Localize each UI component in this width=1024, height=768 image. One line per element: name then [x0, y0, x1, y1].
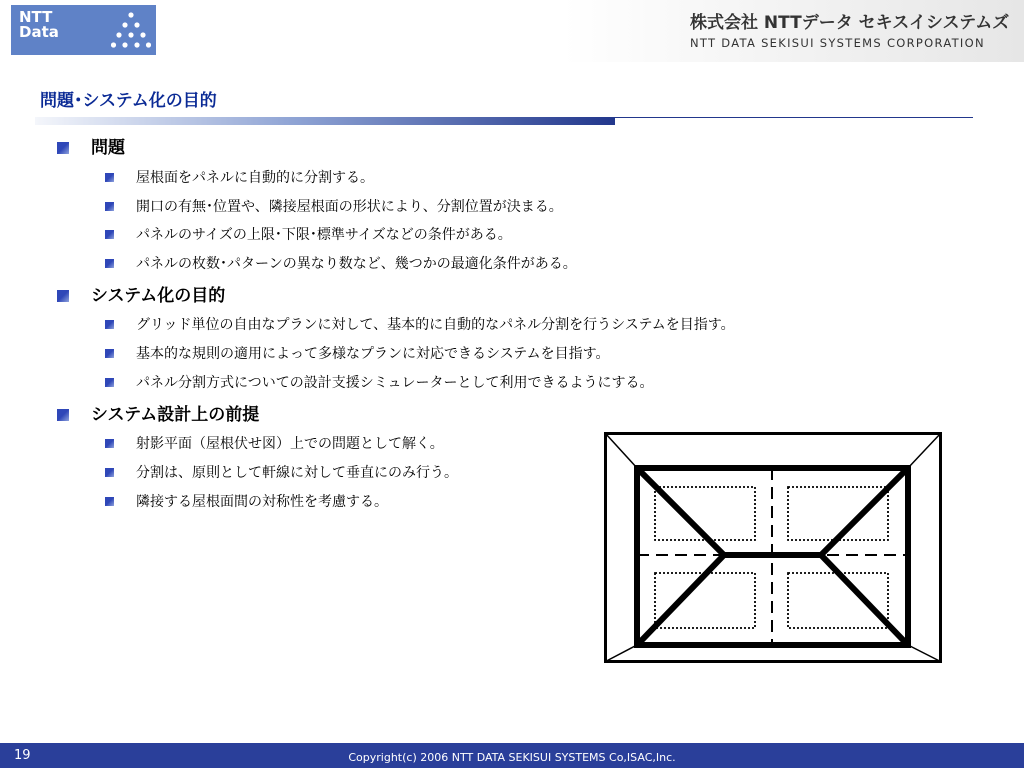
- page-title: 問題･システム化の目的: [40, 91, 217, 111]
- square-bullet-icon: [105, 349, 114, 358]
- square-bullet-icon: [105, 320, 114, 329]
- square-bullet-icon: [105, 468, 114, 477]
- square-bullet-icon: [105, 378, 114, 387]
- square-bullet-icon: [105, 259, 114, 268]
- company-name-japanese: 株式会社 NTTデータ セキスイシステムズ: [690, 13, 1010, 33]
- list-item-text: 屋根面をパネルに自動的に分割する。: [136, 170, 374, 186]
- square-bullet-icon: [105, 439, 114, 448]
- page-number: 19: [14, 748, 31, 763]
- logo-text: [19, 10, 59, 40]
- square-bullet-icon: [57, 142, 69, 154]
- list-item-text: パネルのサイズの上限･下限･標準サイズなどの条件がある。: [136, 227, 512, 243]
- list-item-text: 隣接する屋根面間の対称性を考慮する。: [136, 494, 388, 510]
- square-bullet-icon: [105, 230, 114, 239]
- section-heading-text: システム設計上の前提: [91, 405, 260, 425]
- logo-text-line2: Data: [19, 23, 59, 41]
- roof-panel-diagram: [604, 432, 942, 663]
- logo-dots-icon: [111, 11, 151, 51]
- list-item-text: 分割は、原則として軒線に対して垂直にのみ行う。: [136, 465, 458, 481]
- square-bullet-icon: [105, 202, 114, 211]
- list-item-text: 基本的な規則の適用によって多様なプランに対応できるシステムを目指す。: [136, 346, 610, 362]
- title-underline-bar: [35, 117, 615, 125]
- list-item-text: パネル分割方式についての設計支援シミュレーターとして利用できるようにする。: [136, 375, 654, 391]
- square-bullet-icon: [57, 409, 69, 421]
- list-item-text: 射影平面（屋根伏せ図）上での問題として解く。: [136, 436, 444, 452]
- section-heading-text: 問題: [91, 138, 125, 158]
- square-bullet-icon: [105, 173, 114, 182]
- footer-bar: [0, 743, 1024, 768]
- logo-text-line1: NTT: [19, 8, 53, 26]
- list-item-text: グリッド単位の自由なプランに対して、基本的に自動的なパネル分割を行うシステムを目指す。: [136, 317, 735, 333]
- section-heading-text: システム化の目的: [91, 286, 226, 306]
- list-item-text: 開口の有無･位置や、隣接屋根面の形状により、分割位置が決まる。: [136, 199, 563, 215]
- copyright-text: Copyright(c) 2006 NTT DATA SEKISUI SYSTEMS Co,ISAC,Inc.: [348, 751, 676, 764]
- square-bullet-icon: [105, 497, 114, 506]
- list-item-text: パネルの枚数･パターンの異なり数など、幾つかの最適化条件がある。: [136, 256, 577, 272]
- ntt-data-logo: [11, 5, 156, 55]
- square-bullet-icon: [57, 290, 69, 302]
- company-name-english: NTT DATA SEKISUI SYSTEMS CORPORATION: [690, 36, 985, 50]
- title-underline-line: [615, 117, 973, 118]
